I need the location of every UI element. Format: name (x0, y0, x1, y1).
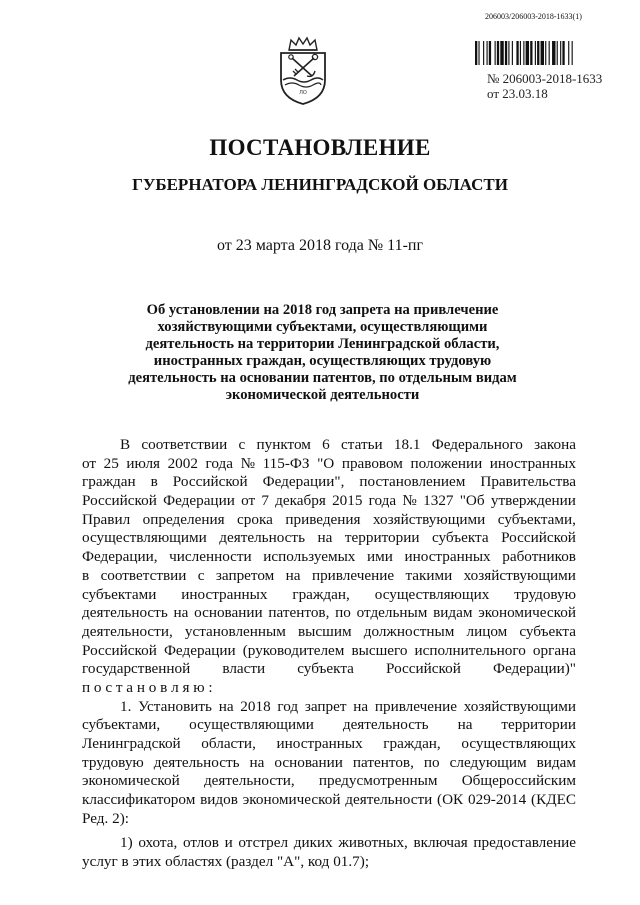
text-line: услуг в этих областях (раздел "А", код 01.7); (82, 853, 370, 871)
text-line (82, 642, 576, 661)
barcode-bar (523, 41, 524, 65)
word: Федерации (163, 641, 236, 659)
word: видов (200, 791, 238, 809)
text-line (82, 511, 576, 530)
word: высшим (298, 622, 352, 640)
barcode-bar (520, 41, 521, 65)
heading-line: хозяйствующими субъектами, осуществляющими (157, 319, 488, 335)
svg-text:ЛО: ЛО (299, 90, 307, 96)
word: "Об (459, 492, 485, 510)
word: 2002 (167, 454, 198, 472)
word: на (457, 716, 473, 734)
barcode-bar (562, 41, 564, 65)
barcode-bar (572, 41, 573, 65)
word: 6 (322, 436, 330, 453)
word: охота, (138, 834, 178, 852)
word: лицом (466, 622, 508, 640)
barcode-bar (568, 41, 569, 65)
word: в (82, 566, 90, 584)
word: деятельности, (82, 622, 173, 640)
word: запрет (304, 697, 347, 715)
list-item (82, 834, 576, 871)
word: соответствии (141, 436, 228, 453)
barcode-bar (478, 41, 479, 65)
word: экономической (82, 772, 180, 790)
word: осуществляющими (189, 716, 314, 734)
word: территории (501, 716, 576, 734)
word: постановлением (359, 473, 466, 491)
word: хозяйствующими (463, 566, 576, 584)
word: 25 (103, 454, 119, 472)
word: определения (142, 510, 225, 528)
word: деятельность (219, 529, 305, 547)
word: года (368, 492, 397, 510)
word: 18.1 (393, 436, 421, 453)
word: граждан, (292, 585, 350, 603)
word: Федерации", (262, 473, 345, 491)
word: Федерации (163, 492, 235, 510)
barcode-bar (483, 41, 484, 65)
word: в (150, 473, 158, 491)
word: с (197, 566, 205, 584)
text-line (82, 698, 576, 717)
barcode-bar (497, 41, 499, 65)
preamble-paragraph (82, 436, 576, 698)
word: патентов, (268, 604, 330, 622)
resolution-word: п о с т а н о в л я ю : (82, 678, 213, 696)
top-document-code: 206003/206003-2018-1633(1) (485, 12, 582, 21)
word: трудовую (82, 753, 144, 771)
word: соответствии (100, 566, 187, 584)
word: исполнительного (414, 641, 526, 659)
word: Правительства (480, 473, 576, 491)
document-title: ПОСТАНОВЛЕНИЕ (209, 135, 431, 160)
word: предусмотренным (318, 772, 438, 790)
text-line (82, 834, 576, 853)
word: деятельность (342, 716, 429, 734)
word: государственной (82, 660, 191, 678)
text-line (82, 492, 576, 511)
heading-line: деятельность на основании патентов, по отдельным видам (128, 370, 517, 386)
word: субъекта (431, 529, 489, 547)
word: деятельность (153, 753, 240, 771)
word: статьи (341, 436, 383, 453)
document-subtitle: ГУБЕРНАТОРА ЛЕНИНГРАДСКОЙ ОБЛАСТИ (132, 175, 508, 194)
word: запретом (215, 566, 275, 584)
word: осуществляющих (461, 735, 576, 752)
word: осуществляющими (82, 529, 207, 547)
word: экономической (242, 791, 341, 809)
word: следующим (449, 753, 527, 771)
word: диких (293, 834, 333, 852)
barcode-bar (541, 41, 544, 65)
text-line (82, 772, 576, 791)
word: 1) (120, 834, 133, 852)
word: классификатором (82, 791, 196, 809)
text-line (82, 754, 576, 773)
word: (руководителем (242, 641, 345, 659)
barcode-bar (545, 41, 546, 65)
word: иностранных (489, 454, 576, 472)
text-line (82, 791, 576, 810)
word: основании (274, 753, 343, 771)
word: июля (126, 454, 161, 472)
word: органа (532, 641, 576, 659)
barcode-bar (535, 41, 536, 65)
word: трудовую (514, 585, 576, 603)
word: приведения (285, 510, 361, 528)
word: животных, (338, 834, 408, 852)
word: на (173, 604, 189, 622)
word: пунктом (256, 436, 311, 453)
word: декабря (275, 492, 326, 510)
text-line (82, 660, 576, 679)
text-line (82, 623, 576, 642)
heading-line: иностранных граждан, осуществляющих трудовую (153, 353, 492, 369)
heading-line: экономической деятельности (225, 387, 420, 403)
word: видам (433, 604, 473, 622)
word: и (224, 834, 233, 852)
word: "О (317, 454, 335, 472)
word: год (277, 697, 299, 715)
word: Российской (501, 529, 576, 547)
word: деятельность (82, 604, 168, 622)
text-line (82, 567, 576, 586)
word: отстрел (238, 834, 289, 852)
word: субъектами, (497, 510, 576, 528)
word: Федерации)" (492, 660, 576, 678)
barcode-bar (557, 41, 558, 65)
word: по (335, 604, 351, 622)
word: деятельности, (203, 772, 295, 790)
barcode-bar (489, 41, 491, 65)
word: 7 (261, 492, 269, 510)
word: хозяйствующими (463, 697, 576, 715)
word: предоставление (473, 834, 576, 852)
barcode-bar (495, 41, 496, 65)
text-line (82, 548, 576, 567)
word: основании (194, 604, 263, 622)
word: патентов, (352, 753, 414, 771)
barcode-bar (475, 41, 477, 65)
word: такими (405, 566, 453, 584)
word: субъектами, (82, 716, 161, 734)
barcode-bar (552, 41, 555, 65)
word: 2015 (332, 492, 363, 510)
word: на (249, 753, 265, 771)
word: субъекта (297, 660, 354, 678)
word: В (120, 436, 131, 453)
word: Российской (172, 473, 248, 491)
barcode-bar (537, 41, 539, 65)
word: осуществляющих (374, 585, 490, 603)
word: Общероссийским (461, 772, 576, 790)
registration-number: № 206003-2018-1633 (487, 71, 603, 86)
word: на (218, 697, 234, 715)
text-line (82, 455, 576, 474)
word: Ленинградской (82, 735, 181, 752)
word: по (423, 753, 440, 771)
word: № (240, 454, 256, 472)
word: привлечение (374, 697, 457, 715)
word: используемых (263, 548, 356, 566)
document-date-number: от 23 марта 2018 года № 11-пг (216, 237, 424, 254)
document-heading (125, 302, 520, 404)
word: утверждении (490, 492, 576, 510)
word: привлечение (311, 566, 395, 584)
word: от (241, 492, 256, 510)
word: граждан, (383, 735, 441, 752)
word: 115-ФЗ (262, 454, 310, 472)
heading-line: Об установлении на 2018 год запрета на привлечение (146, 302, 499, 318)
word: правовом (341, 454, 403, 472)
text-line (82, 604, 576, 623)
barcode-bar (549, 41, 550, 65)
word: Российской (386, 660, 461, 678)
word: с (238, 436, 246, 453)
text-line (82, 473, 576, 492)
word: от (82, 454, 97, 472)
text-line (82, 529, 576, 548)
heading-line: деятельность на территории Ленинградской области, (145, 336, 500, 352)
word: отдельным (356, 604, 428, 622)
word: положении (410, 454, 483, 472)
text-line (82, 716, 576, 735)
barcode-bar (500, 41, 503, 65)
word: Российской (82, 492, 157, 510)
word: должностным (363, 622, 455, 640)
word: Федерации, (82, 548, 158, 566)
word: отлов (182, 834, 219, 852)
barcode-bar (530, 41, 532, 65)
word: Правил (82, 510, 131, 528)
word: на (285, 566, 301, 584)
word: области, (201, 735, 256, 752)
word: высшего (351, 641, 408, 659)
text-line (82, 436, 576, 455)
barcode-bar (508, 41, 509, 65)
word: граждан (82, 473, 136, 491)
word: деятельности (345, 791, 433, 809)
clause-1-paragraph (82, 698, 576, 829)
document-barcode (475, 41, 620, 65)
word: № (402, 492, 417, 510)
word: экономической (478, 604, 576, 622)
word: субъекта (519, 622, 576, 640)
word: 1. (120, 697, 132, 715)
barcode-bar (505, 41, 507, 65)
barcode-bar (516, 41, 518, 65)
word: 2018 (240, 697, 271, 715)
word: власти (222, 660, 266, 678)
word: установленным (184, 622, 286, 640)
barcode-bar (487, 41, 488, 65)
word: территории (344, 529, 420, 547)
word: включая (413, 834, 468, 852)
word: иностранных (404, 548, 491, 566)
document-body (82, 436, 576, 872)
word: (ОК (437, 791, 464, 809)
word: Федерального (431, 436, 523, 453)
registration-date: от 23.03.18 (487, 86, 548, 101)
barcode-bar (560, 41, 561, 65)
word: численности (169, 548, 252, 566)
word: Российской (82, 641, 157, 659)
text-line (82, 735, 576, 754)
word: закона (534, 436, 576, 453)
word: срока (237, 510, 273, 528)
barcode-bar (526, 41, 529, 65)
word: видам (536, 753, 576, 771)
word: года (205, 454, 233, 472)
word: 1327 (423, 492, 454, 510)
barcode-bar (512, 41, 513, 65)
text-line: Ред. 2): (82, 809, 129, 827)
word: ими (367, 548, 393, 566)
text-line (82, 586, 576, 605)
word: иностранных (276, 735, 363, 752)
word: иностранных (181, 585, 268, 603)
word: субъектами (82, 585, 157, 603)
word: (КДЕС (531, 791, 576, 809)
word: хозяйствующими (373, 510, 486, 528)
word: на (353, 697, 369, 715)
coat-of-arms-emblem (277, 36, 329, 106)
word: Установить (138, 697, 212, 715)
word: 029-2014 (468, 791, 527, 809)
word: на (317, 529, 333, 547)
word: работников (502, 548, 576, 566)
